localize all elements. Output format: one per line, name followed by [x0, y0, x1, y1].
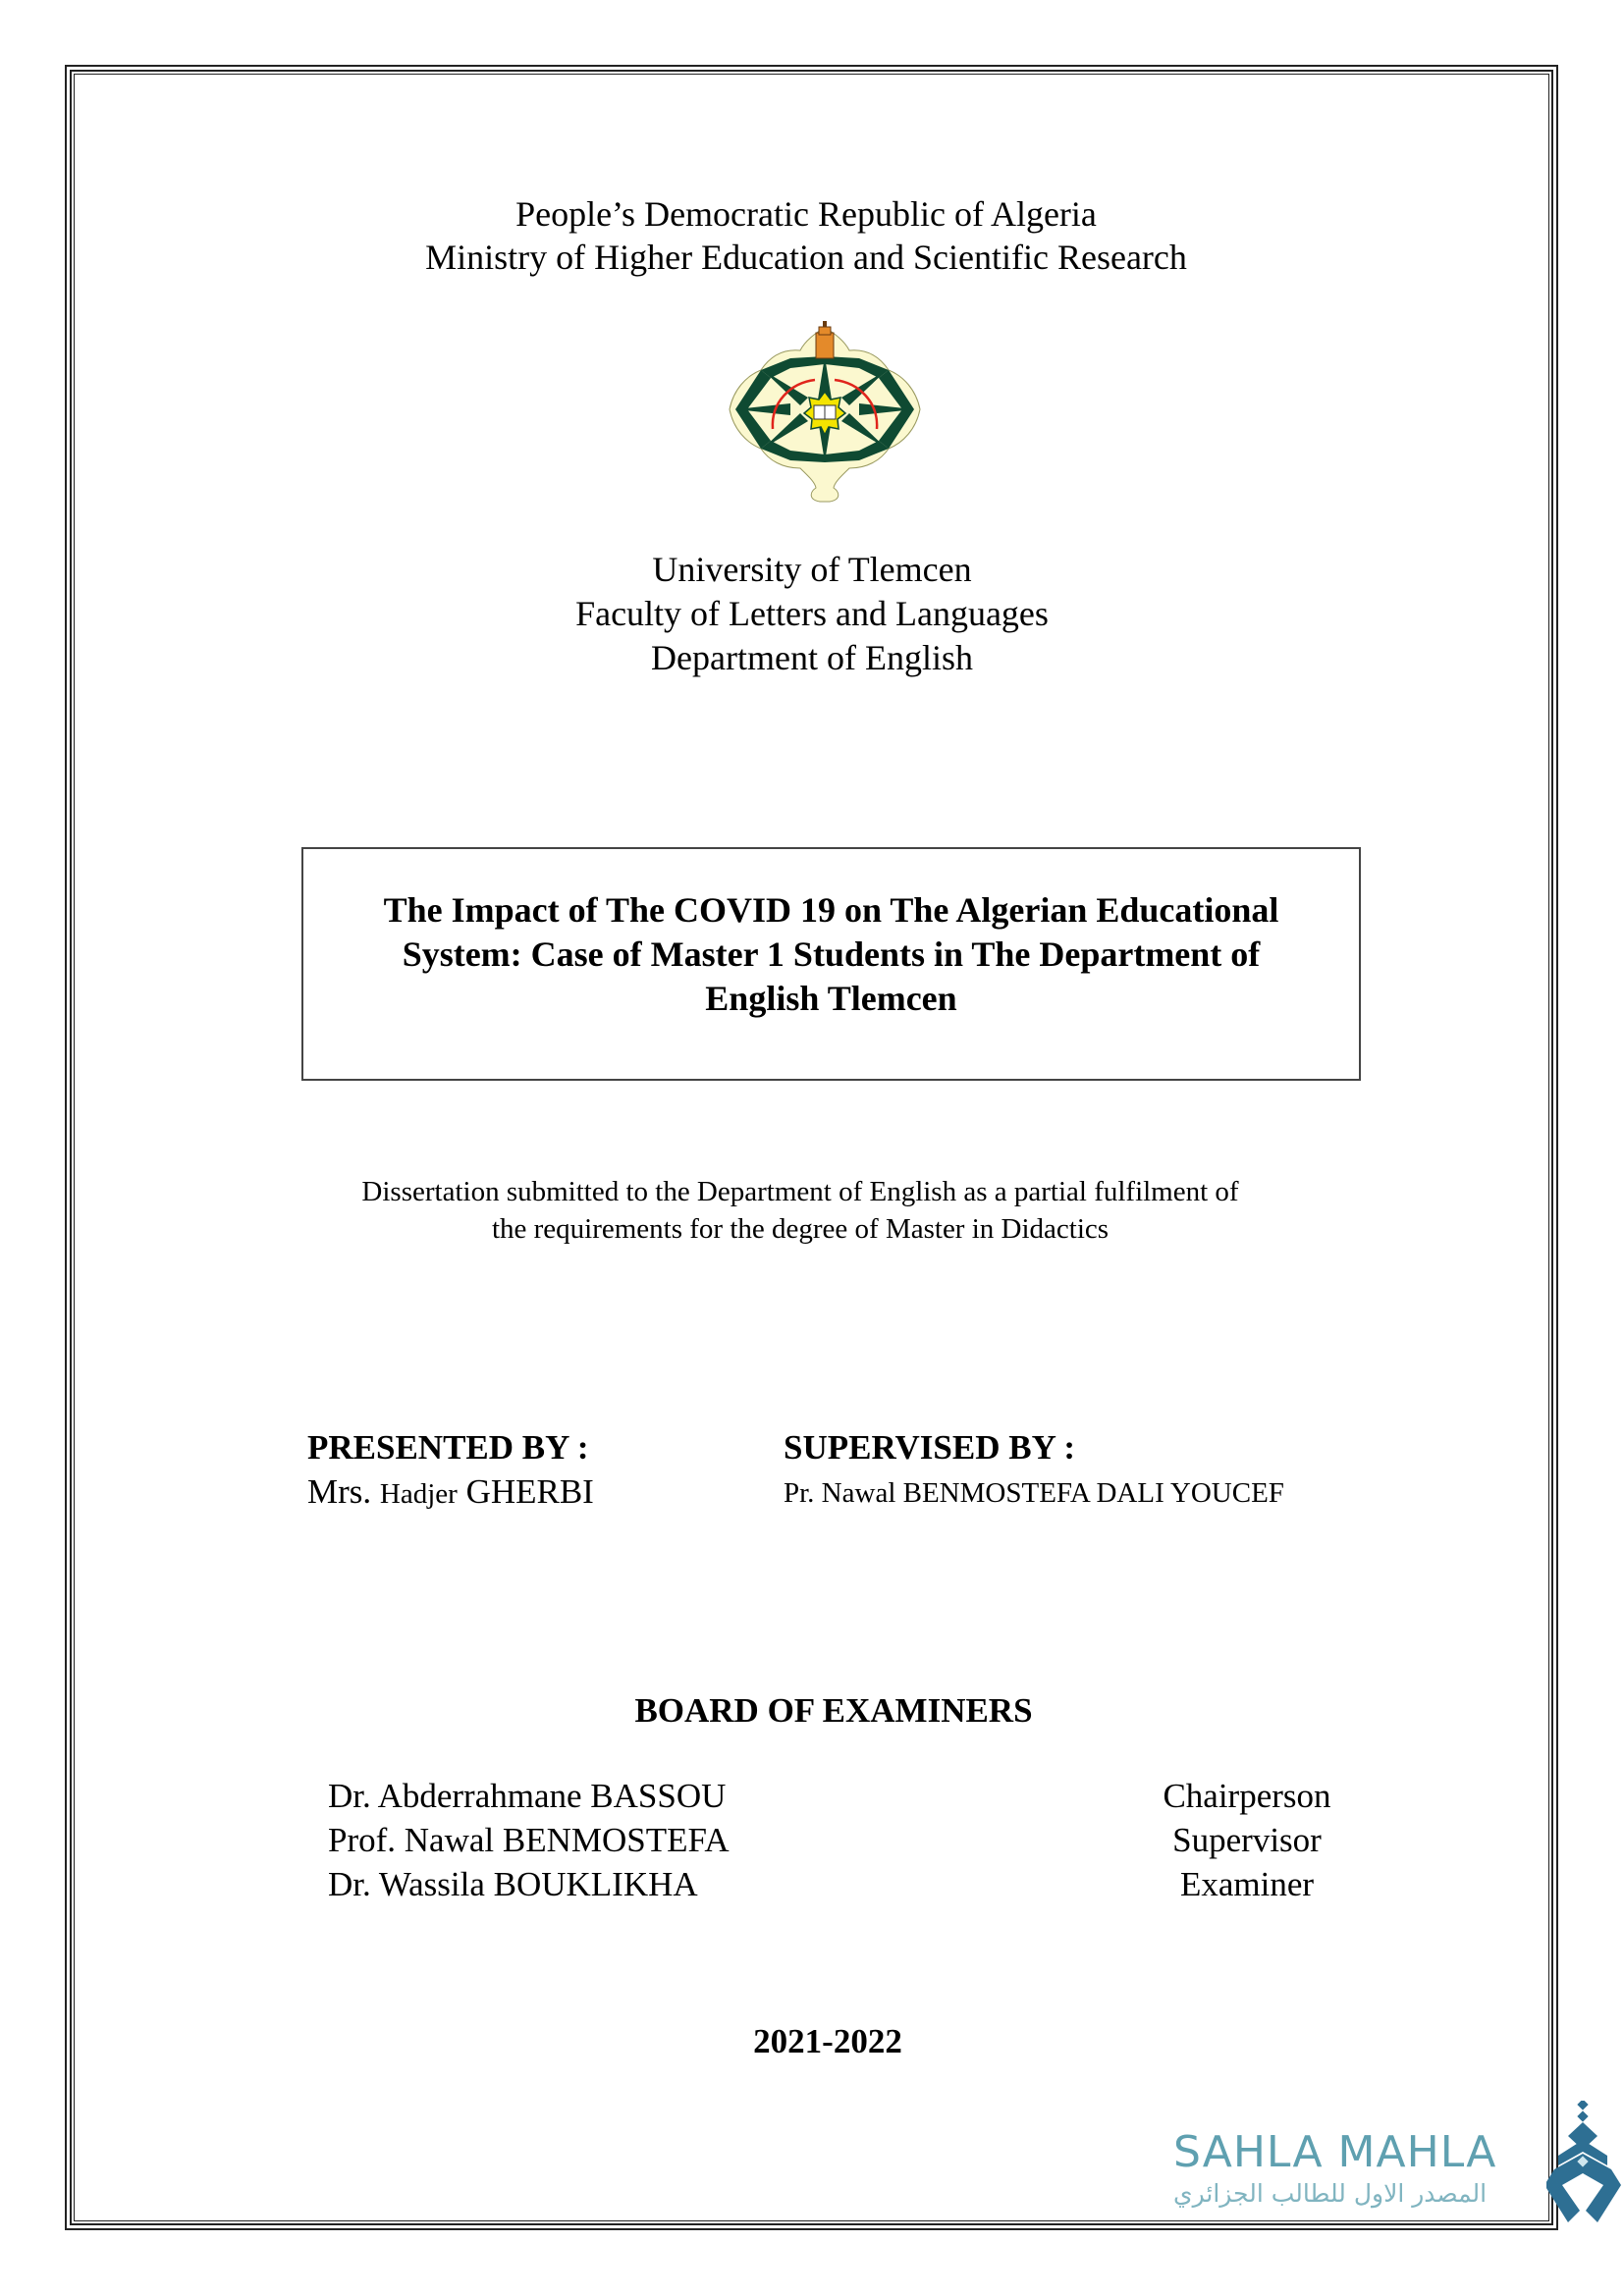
examiner-role: Examiner [1179, 1865, 1315, 1903]
dissertation-title-box [301, 847, 1361, 1081]
examiner-name: Prof. Nawal BENMOSTEFA [328, 1821, 730, 1859]
supervisor-name: Pr. Nawal BENMOSTEFA DALI YOUCEF [784, 1477, 1284, 1509]
title-line-1: The Impact of The COVID 19 on The Algerian Educational [383, 890, 1279, 930]
country-name: People’s Democratic Republic of Algeria [515, 194, 1097, 234]
examiner-role: Chairperson [1163, 1777, 1331, 1815]
examiner-name: Dr. Wassila BOUKLIKHA [328, 1865, 698, 1903]
faculty-name: Faculty of Letters and Languages [575, 594, 1049, 633]
sahla-mahla-watermark [1173, 2120, 1624, 2243]
department-name: Department of English [651, 638, 973, 677]
ministry-name: Ministry of Higher Education and Scientific Research [425, 238, 1187, 277]
dissertation-statement-line-2: the requirements for the degree of Master in Didactics [491, 1213, 1110, 1245]
sahla-mahla-emblem-icon [1546, 2101, 1624, 2228]
supervised-by-heading: SUPERVISED BY : [784, 1428, 1075, 1467]
university-emblem-icon [722, 319, 928, 506]
board-of-examiners-heading: BOARD OF EXAMINERS [634, 1691, 1033, 1730]
examiner-name: Dr. Abderrahmane BASSOU [328, 1777, 727, 1815]
presented-by-heading: PRESENTED BY : [307, 1428, 589, 1467]
dissertation-statement-line-1: Dissertation submitted to the Department of English as a partial fulfilment of [361, 1176, 1239, 1207]
title-line-3: English Tlemcen [705, 979, 957, 1018]
examiner-role: Supervisor [1172, 1821, 1322, 1859]
academic-year: 2021-2022 [753, 2022, 902, 2060]
university-name: University of Tlemcen [652, 550, 972, 589]
presenter-name [307, 1472, 594, 1514]
title-line-2: System: Case of Master 1 Students in The Department of [402, 934, 1261, 974]
dissertation-title [303, 888, 1359, 1021]
presenter-last-name: GHERBI [465, 1472, 594, 1511]
watermark-brand: SAHLA MAHLA [1173, 2127, 1497, 2177]
presenter-first-name: Hadjer [379, 1478, 458, 1510]
presenter-title: Mrs. [307, 1472, 372, 1511]
watermark-tagline: المصدر الاول للطالب الجزائري [1173, 2179, 1488, 2208]
